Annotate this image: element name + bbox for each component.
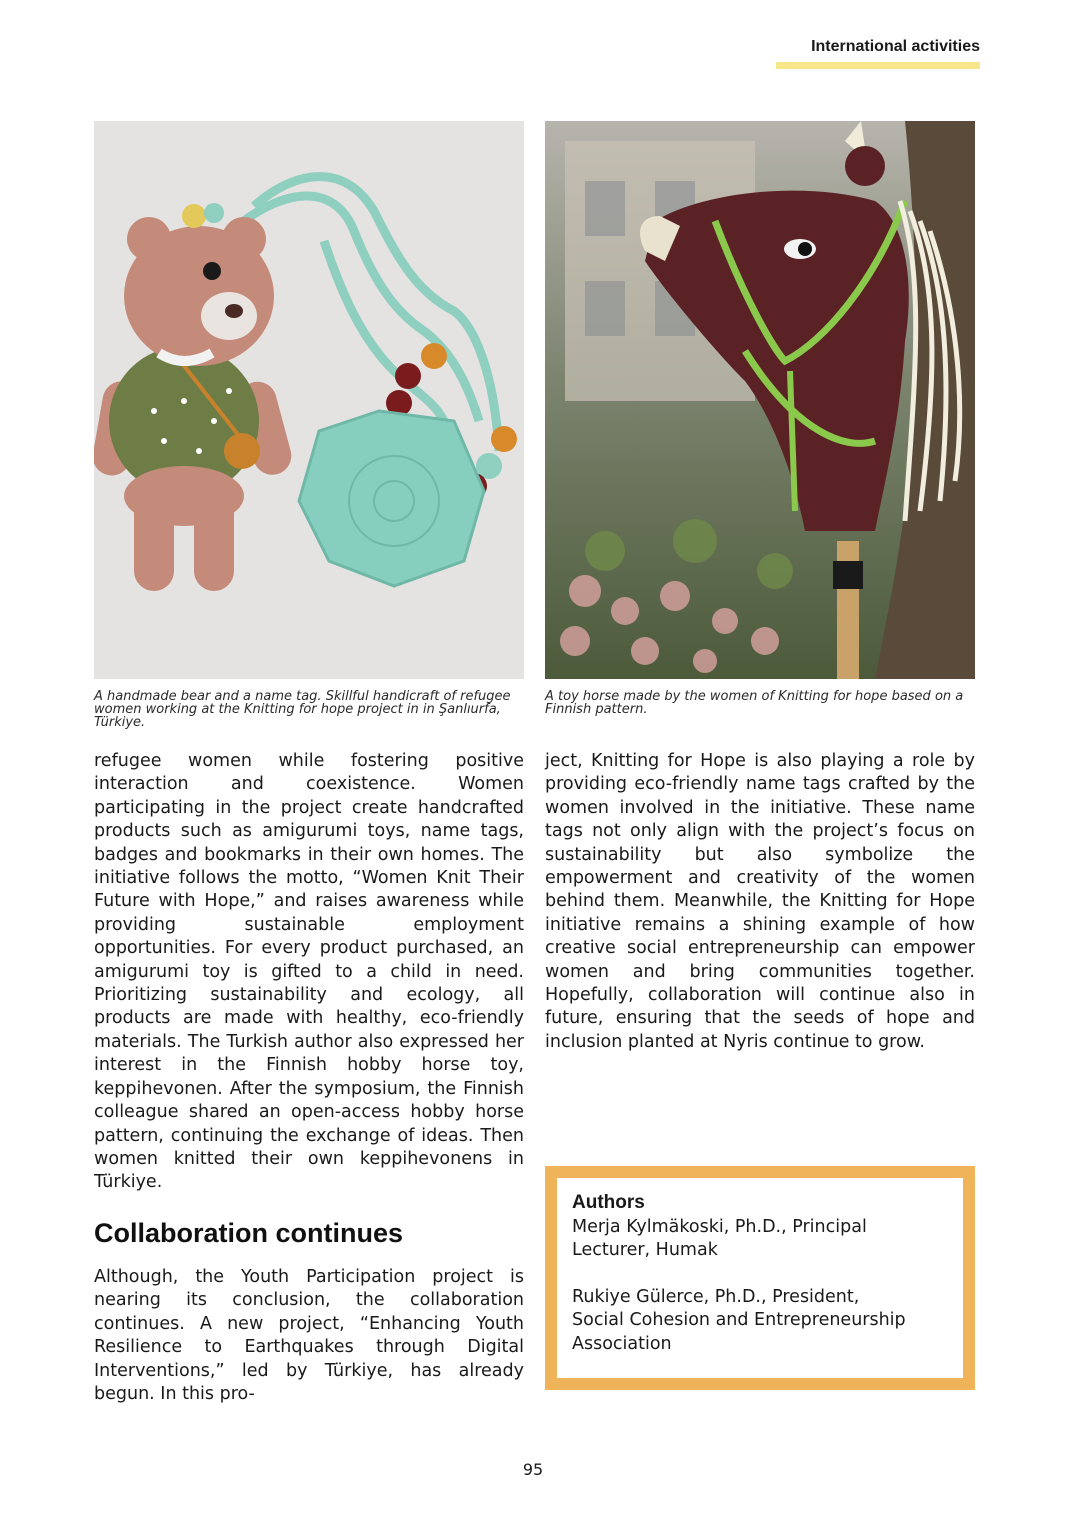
author-gap xyxy=(572,1263,952,1286)
author2-line2: Social Cohesion and Entrepreneurship xyxy=(572,1310,906,1331)
author1-line1: Merja Kylmäkoski, Ph.D., Principal xyxy=(572,1217,867,1237)
page-number: 95 xyxy=(522,1460,544,1479)
author2-line3: Association xyxy=(572,1333,672,1354)
bear-nametag-photo xyxy=(94,121,524,679)
authors-title: Authors xyxy=(572,1192,645,1213)
authors-box xyxy=(545,1166,975,1390)
bear-photo-caption: A handmade bear and a name tag. Skillful handicraft of refugee women working at the Knitting for hope project in in Şanlıurfa, Türkiye. xyxy=(94,689,511,730)
authors-content xyxy=(572,1192,952,1356)
article-paragraph-right-1: ject, Knitting for Hope is also playing a role by providing eco-friendly name tags crafted by the women involved in the initiative. These name tags not only align with the project’s focus on sustainability but also symbolize the empowerment and creativity of the women behind them. Meanwhile, the Knitting for Hope initiative remains a shining example of how creative social entrepreneurship can empower women and bring communities together. Hopefully, collaboration will continue also in future, ensuring that the seeds of hope and inclusion planted at Nyris continue to grow. xyxy=(545,751,975,1052)
author1-line2: Lecturer, Humak xyxy=(572,1240,718,1261)
author2-line1: Rukiye Gülerce, Ph.D., President, xyxy=(572,1286,860,1307)
article-paragraph-left-2: Although, the Youth Participation project is nearing its conclusion, the collaboration continues. A new project, “Enhancing Youth Resilience to Earthquakes through Digital Interventions,” led by Türkiye, has already begun. In this pro- xyxy=(94,1267,524,1405)
section-label: International activities xyxy=(776,38,980,69)
article-paragraph-left-1: refugee women while fostering positive interaction and coexistence. Women participating in the project create handcrafted products such as amigurumi toys, name tags, badges and bookmarks in their own homes. The initiative follows the motto, “Women Knit Their Future with Hope,” and raises awareness while providing sustainable employment opportunities. For every product purchased, an amigurumi toy is gifted to a child in need. Prioritizing sustainability and ecology, all products are made with healthy, eco-friendly materials. The Turkish author also expressed her interest in the Finnish hobby horse toy, keppihevonen. After the symposium, the Finnish colleague shared an open-access hobby horse pattern, continuing the exchange of ideas. Then women knitted their own keppihevonens in Türkiye. xyxy=(94,751,524,1193)
section-heading: Collaboration continues xyxy=(94,1218,404,1248)
hobby-horse-photo xyxy=(545,121,975,679)
horse-photo-caption: A toy horse made by the women of Knitting for hope based on a Finnish pattern. xyxy=(545,689,964,717)
